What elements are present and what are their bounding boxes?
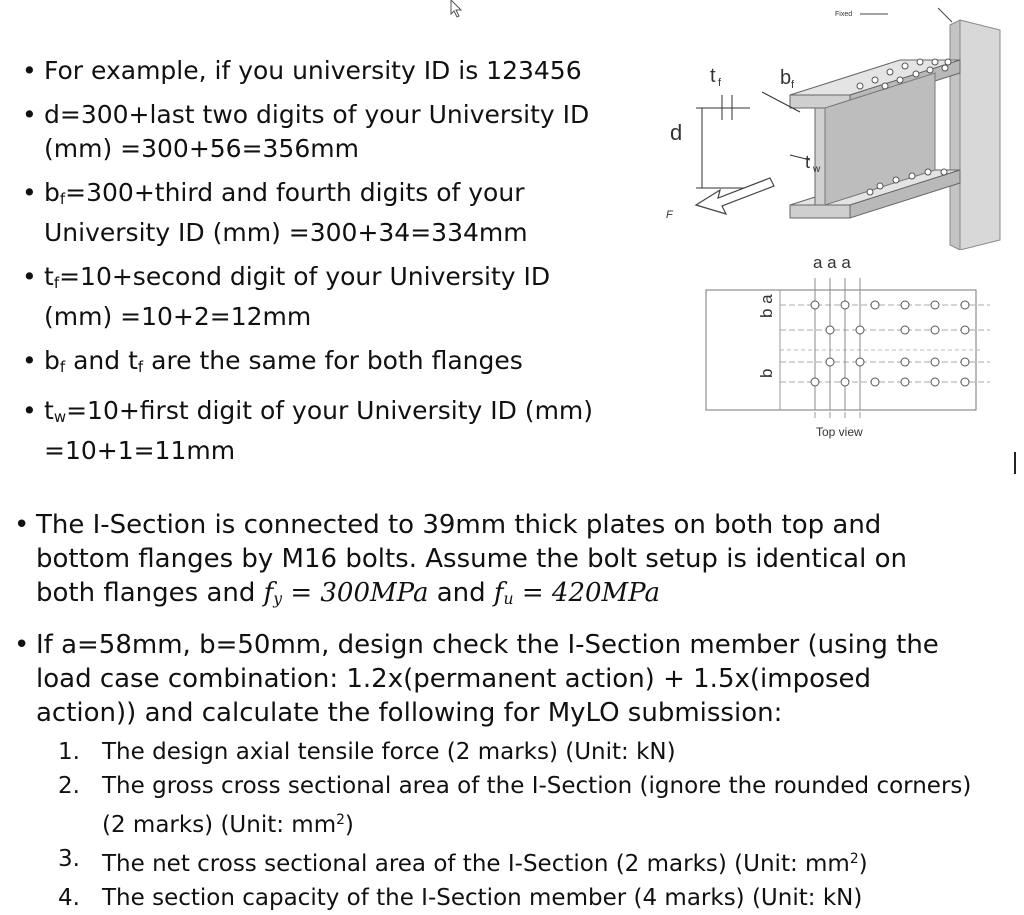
top-view-caption: Top view <box>816 425 863 439</box>
spacing-a-label: a a a <box>813 253 851 272</box>
top-view-diagram <box>700 250 1000 445</box>
bullet-depth: • d=300+last two digits of your University ID (mm) =300+56=356mm <box>44 98 644 166</box>
task-item: 1. The design axial tensile force (2 marks) (Unit: kN) <box>58 739 676 765</box>
fy-expression: $f_y = 300MPa$ <box>263 578 429 608</box>
svg-text:f: f <box>718 77 722 89</box>
spacing-ba-label: b a <box>757 294 776 318</box>
parameter-list <box>44 54 644 478</box>
bf-label: b <box>780 67 792 89</box>
force-label: F <box>666 209 673 221</box>
task-item: 2. The gross cross sectional area of the I-Section (ignore the rounded corners) (2 marks) (Unit: $mm^2$) <box>58 773 972 838</box>
mouse-pointer-icon <box>448 0 464 18</box>
fu-expression: $f_u = 420MPa$ <box>493 578 660 608</box>
tw-label: t <box>805 152 811 172</box>
fixed-plate <box>960 20 1000 250</box>
problem-statement-list <box>36 508 1016 742</box>
bullet-web-thickness: • $t_w=10+first$ digit of your University ID (mm) =10+1=11mm <box>44 394 644 468</box>
task-item: 4. The section capacity of the I-Section member (4 marks) (Unit: kN) <box>58 885 863 911</box>
bullet-design-check: • If a=58mm, b=50mm, design check the I-Section member (using the load case combination: 1.2x(permanent action) + 1.5x(imposed action)) and calculate the following for MyLO submission: <box>36 628 1016 730</box>
bullet-connection-description: • The I-Section is connected to 39mm thick plates on both top and bottom flanges by M16 bolts. Assume the bolt setup is identical on both flanges and $f_y = 300MPa$ and $f_u = 420MPa$ <box>36 508 1016 616</box>
bullet-example-id: • For example, if you university ID is 123456 <box>44 54 644 88</box>
task-item: 3. The net cross sectional area of the I-Section (2 marks) (Unit: $mm^2$) <box>58 846 868 877</box>
bullet-same-flanges: • $b_f$ and $t_f$ are the same for both flanges <box>44 344 644 384</box>
force-arrow-icon <box>696 178 774 214</box>
bullet-flange-thickness: • $t_f=10+second$ digit of your University ID (mm) =10+2=12mm <box>44 260 644 334</box>
svg-text:w: w <box>813 164 821 175</box>
d-label: d <box>670 120 683 145</box>
svg-text:f: f <box>791 79 795 91</box>
bullet-flange-width: • $b_f=300+third$ and fourth digits of your University ID (mm) =300+34=334mm <box>44 176 644 250</box>
spacing-b-label: b <box>757 368 776 378</box>
tf-label: t <box>710 65 716 87</box>
text-cursor <box>1014 452 1016 474</box>
task-list <box>58 735 1018 915</box>
i-section-3d-diagram <box>660 0 1024 250</box>
fixed-label: Fixed <box>835 11 853 18</box>
